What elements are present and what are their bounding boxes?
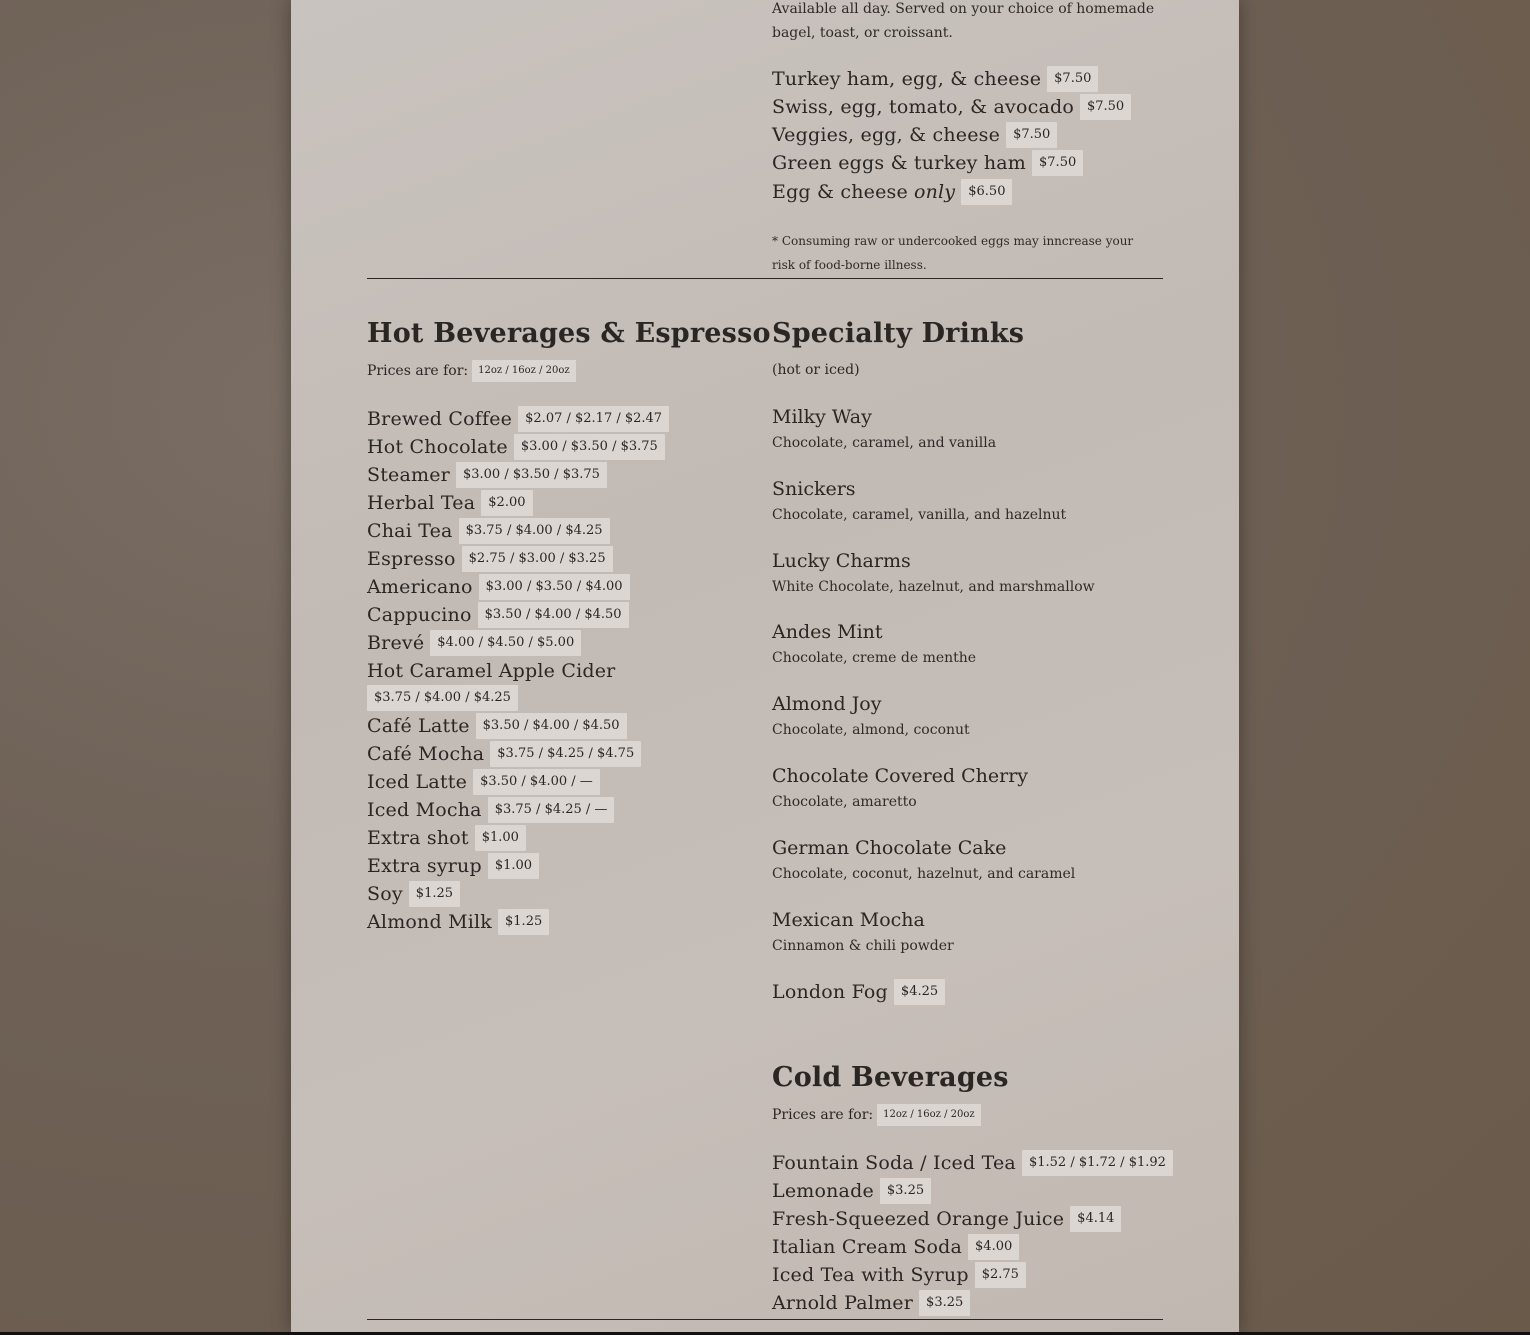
specialty-item-desc: Chocolate, coconut, hazelnut, and caramel — [772, 866, 1076, 882]
menu-item — [772, 93, 1131, 121]
menu-item — [772, 121, 1057, 149]
item-price: $3.00 / $3.50 / $3.75 — [456, 462, 607, 488]
specialty-item-desc: Chocolate, caramel, vanilla, and hazelnut — [772, 507, 1067, 523]
prices-label: Prices are for: — [772, 1107, 874, 1123]
menu-item — [772, 1149, 1173, 1177]
item-price: $2.07 / $2.17 / $2.47 — [518, 406, 669, 432]
menu-item — [367, 489, 533, 517]
menu-item — [367, 908, 549, 936]
item-name: Herbal Tea — [367, 492, 476, 514]
item-price: $1.25 — [498, 909, 549, 935]
item-name: Café Mocha — [367, 743, 485, 765]
item-price: $4.25 — [894, 979, 945, 1005]
item-name: Iced Mocha — [367, 799, 482, 821]
menu-item — [367, 740, 641, 768]
menu-item — [367, 768, 600, 796]
item-name: Veggies, egg, & cheese — [772, 124, 1001, 146]
item-name: Extra shot — [367, 827, 469, 849]
item-price: $3.00 / $3.50 / $4.00 — [479, 574, 630, 600]
menu-item — [367, 824, 526, 852]
item-name: Fountain Soda / Iced Tea — [772, 1152, 1016, 1174]
item-price: $1.52 / $1.72 / $1.92 — [1022, 1150, 1173, 1176]
item-name: Turkey ham, egg, & cheese — [772, 68, 1042, 90]
menu-item — [772, 149, 1083, 177]
specialty-item-desc: White Chocolate, hazelnut, and marshmallow — [772, 579, 1095, 595]
item-price: $2.75 — [975, 1262, 1026, 1288]
item-name: Egg & cheese — [772, 181, 908, 203]
item-name: Brevé — [367, 632, 425, 654]
specialty-item-name: Almond Joy — [772, 693, 882, 715]
menu-item — [772, 1177, 931, 1205]
item-price: $4.14 — [1070, 1206, 1121, 1232]
item-price: $3.25 — [880, 1178, 931, 1204]
item-name: Café Latte — [367, 715, 470, 737]
item-price: $1.00 — [475, 825, 526, 851]
item-price: $7.50 — [1032, 150, 1083, 176]
item-name: London Fog — [772, 981, 888, 1003]
egg-warning-note: * Consuming raw or undercooked eggs may inncrease your risk of food-borne illness. — [772, 234, 1134, 272]
item-name: Swiss, egg, tomato, & avocado — [772, 96, 1074, 118]
item-name: Cappucino — [367, 604, 472, 626]
item-price: $3.75 / $4.25 / $4.75 — [490, 741, 641, 767]
specialty-item-desc: Chocolate, amaretto — [772, 794, 917, 810]
menu-item — [367, 433, 665, 461]
prices-label: Prices are for: — [367, 363, 469, 379]
menu-item — [772, 1289, 970, 1317]
item-price: $3.50 / $4.00 / $4.50 — [478, 602, 629, 628]
item-name: Green eggs & turkey ham — [772, 152, 1027, 174]
specialty-item-desc: Cinnamon & chili powder — [772, 938, 954, 954]
specialty-item-name: German Chocolate Cake — [772, 837, 1007, 859]
menu-item — [367, 712, 627, 740]
size-info — [772, 1104, 981, 1126]
item-price: $4.00 / $4.50 / $5.00 — [430, 630, 581, 656]
item-name: Extra syrup — [367, 855, 482, 877]
specialty-item-desc: Chocolate, caramel, and vanilla — [772, 435, 997, 451]
item-name: Hot Chocolate — [367, 436, 508, 458]
item-name: Soy — [367, 883, 403, 905]
item-price: $3.25 — [919, 1290, 970, 1316]
menu-item — [367, 880, 460, 908]
section-title-specialty-drinks: Specialty Drinks — [772, 318, 1025, 349]
menu-item-price-wrap — [361, 684, 518, 712]
item-name: Iced Tea with Syrup — [772, 1264, 969, 1286]
specialty-item-name: Andes Mint — [772, 621, 883, 643]
menu-item — [367, 629, 581, 657]
section-title-cold-beverages: Cold Beverages — [772, 1062, 1009, 1093]
item-price: $7.50 — [1080, 94, 1131, 120]
size-info — [367, 360, 576, 382]
item-name: Americano — [367, 576, 473, 598]
specialty-item-name: Snickers — [772, 478, 856, 500]
menu-item — [772, 178, 1012, 206]
item-price: $2.00 — [481, 490, 532, 516]
item-name: Steamer — [367, 464, 450, 486]
item-price: $3.75 / $4.00 / $4.25 — [459, 518, 610, 544]
menu-item — [772, 1233, 1019, 1261]
item-name: Iced Latte — [367, 771, 468, 793]
specialty-item-name: Milky Way — [772, 406, 872, 428]
item-price: $1.25 — [409, 881, 460, 907]
item-name: Hot Caramel Apple Cider — [367, 660, 616, 682]
sizes-badge: 12oz / 16oz / 20oz — [877, 1104, 981, 1126]
item-price: $3.75 / $4.25 / — — [488, 797, 615, 823]
specialty-item-desc: Chocolate, creme de menthe — [772, 650, 977, 666]
item-name: Lemonade — [772, 1180, 874, 1202]
menu-item — [367, 657, 615, 685]
section-title-hot-beverages: Hot Beverages & Espresso — [367, 318, 771, 349]
specialty-item-name: Mexican Mocha — [772, 909, 925, 931]
menu-item — [367, 573, 630, 601]
section-divider — [367, 1319, 1163, 1320]
item-price: $3.50 / $4.00 / $4.50 — [476, 713, 627, 739]
item-name: Arnold Palmer — [772, 1292, 914, 1314]
item-price: $6.50 — [961, 179, 1012, 205]
item-price: $2.75 / $3.00 / $3.25 — [462, 546, 613, 572]
breakfast-description: Available all day. Served on your choice of homemade bagel, toast, or croissant. — [772, 1, 1155, 41]
item-price: $7.50 — [1047, 66, 1098, 92]
item-name: Brewed Coffee — [367, 408, 513, 430]
menu-item — [367, 517, 610, 545]
item-name: Espresso — [367, 548, 456, 570]
menu-item — [772, 65, 1098, 93]
menu-item — [772, 1205, 1121, 1233]
section-divider — [367, 278, 1163, 279]
menu-item — [367, 852, 539, 880]
item-name: Chai Tea — [367, 520, 453, 542]
menu-item — [367, 545, 613, 573]
item-name: Italian Cream Soda — [772, 1236, 963, 1258]
specialty-item-desc: Chocolate, almond, coconut — [772, 722, 970, 738]
menu-item — [772, 1261, 1026, 1289]
item-name-emphasis: only — [913, 181, 956, 203]
specialty-item-name: Chocolate Covered Cherry — [772, 765, 1029, 787]
specialty-item-name: Lucky Charms — [772, 550, 911, 572]
menu-item — [367, 601, 629, 629]
item-name: Almond Milk — [367, 911, 493, 933]
item-price: $3.50 / $4.00 / — — [473, 769, 600, 795]
menu-item — [772, 978, 945, 1006]
item-name: Fresh-Squeezed Orange Juice — [772, 1208, 1065, 1230]
item-price: $3.00 / $3.50 / $3.75 — [514, 434, 665, 460]
item-price: $7.50 — [1006, 122, 1057, 148]
item-price: $1.00 — [488, 853, 539, 879]
sizes-badge: 12oz / 16oz / 20oz — [472, 360, 576, 382]
item-price: $4.00 — [968, 1234, 1019, 1260]
menu-item — [367, 405, 669, 433]
menu-item — [367, 461, 607, 489]
item-price: $3.75 / $4.00 / $4.25 — [367, 685, 518, 711]
specialty-subtitle: (hot or iced) — [772, 362, 860, 378]
menu-item — [367, 796, 614, 824]
